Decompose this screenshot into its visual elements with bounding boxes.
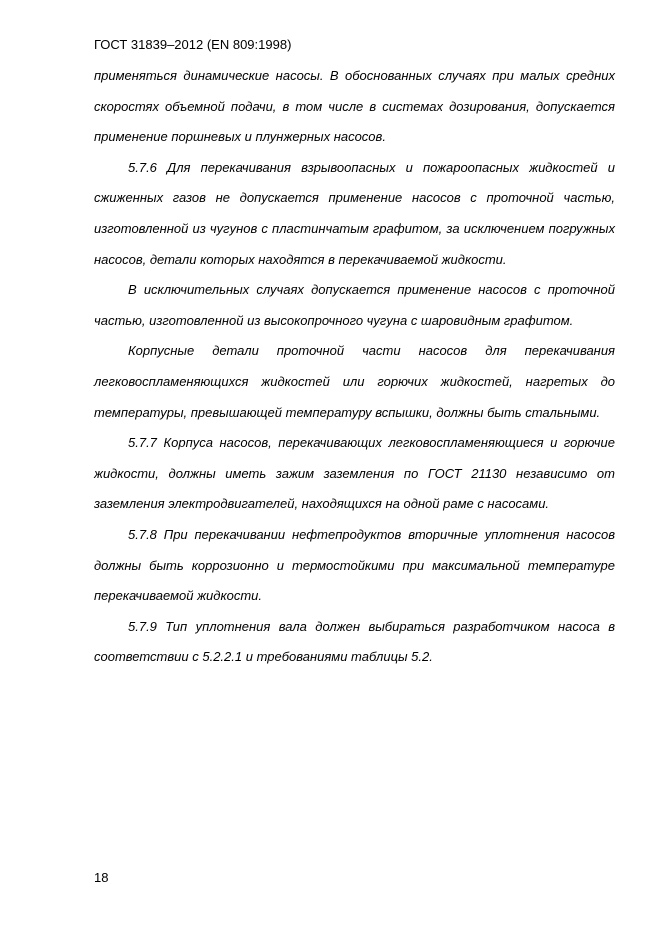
paragraph-5-7-9: 5.7.9 Тип уплотнения вала должен выбираться разработчиком насоса в соответствии с 5.2.2.1 и требованиями таблицы 5.2. (94, 618, 615, 665)
paragraph-housing-parts: Корпусные детали проточной части насосов для перекачивания легковоспламеняющихся жидкостей или горючих жидкостей, нагретых до температуры, превышающей температуру вспышки, должны быть стальными. (94, 343, 615, 420)
paragraph-exception: В исключительных случаях допускается применение насосов с проточной частью, изготовленной из высокопрочного чугуна с шаровидным графитом. (94, 282, 615, 328)
paragraph-5-7-6: 5.7.6 Для перекачивания взрывоопасных и пожароопасных жидкостей и сжиженных газов не допускается применение насосов с проточной частью, изготовленной из чугунов с пластинчатым графитом, за исключением погружных насосов, детали которых находятся в перекачиваемой жидкости. (94, 159, 615, 267)
document-header (94, 37, 291, 52)
document-body (94, 61, 615, 673)
page-number-value: 18 (94, 870, 109, 885)
document-id: ГОСТ 31839–2012 (EN 809:1998) (94, 37, 292, 52)
page-number (94, 870, 108, 885)
paragraph-5-7-7: 5.7.7 Корпуса насосов, перекачивающих легковоспламеняющиеся и горючие жидкости, должны иметь зажим заземления по ГОСТ 21130 независимо от заземления электродвигателей, находящихся на одной раме с насосами. (94, 435, 615, 512)
paragraph-5-7-8: 5.7.8 При перекачивании нефтепродуктов вторичные уплотнения насосов должны быть коррозионно и термостойкими при максимальной температуре перекачиваемой жидкости. (94, 526, 615, 604)
paragraph-continuation: применяться динамические насосы. В обоснованных случаях при малых средних скоростях объемной подачи, в том числе в системах дозирования, допускается применение поршневых и плунжерных насосов. (94, 68, 615, 145)
